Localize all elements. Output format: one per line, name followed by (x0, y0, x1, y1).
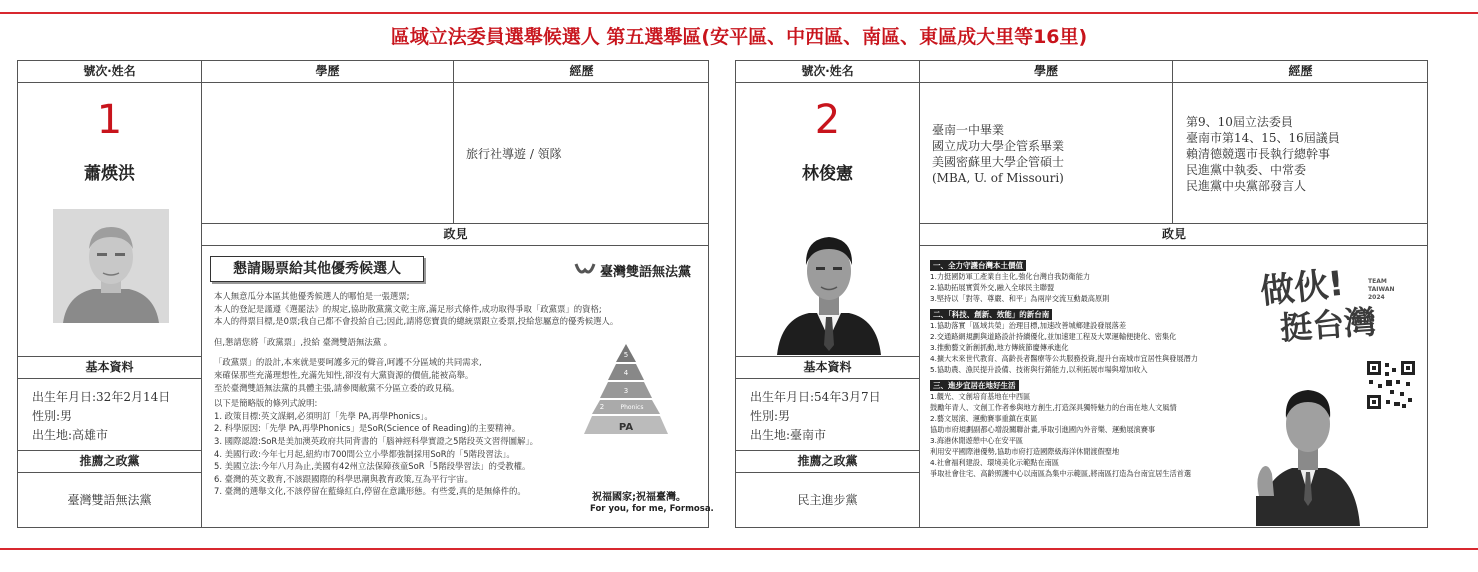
platform-item: 4.社會福利建設、環境美化示範點在南區 (930, 458, 1060, 467)
experience-item: 賴清德競選市長執行總幹事 (1186, 147, 1331, 161)
platform-line: 至於臺灣雙語無法黨的具體主張,請參閱敝黨不分區立委的政見稿。 (214, 382, 460, 393)
pyramid-label: Phonics (620, 404, 644, 411)
platform-line: 4. 美國行政:今年七月起,紐約市700間公立小學都強制採用SoR的「5階段習法」。 (214, 448, 515, 459)
platform-line: 本人的登記是謹遵《選罷法》的規定,協助散黨黨文乾主席,滿足形式條件,成功取得爭取「政黨票」的資格; (214, 303, 602, 314)
party-name: 臺灣雙語無法黨 (18, 473, 202, 527)
header-number-name: 號次‧姓名 (736, 61, 920, 83)
platform-item: 2.交通路網規劃與道路設計持續優化,並加速建工程及大眾運輸便捷化、密集化 (930, 332, 1177, 341)
birthplace: 出生地:臺南市 (750, 428, 827, 442)
experience-item: 臺南市第14、15、16屆議員 (1186, 131, 1340, 145)
basic-info-cell (18, 379, 202, 451)
platform-section-heading: 一、全力守護台灣本土價值 (930, 260, 1026, 271)
platform-item: 2.協助拓展實質外交,融入全球民主聯盟 (930, 283, 1055, 292)
platform-line: 以下是簡略版的條列式說明: (214, 398, 318, 409)
header-platform: 政見 (202, 224, 709, 246)
platform-line: 但,懇請您將「政黨票」,投給 臺灣雙語無法黨 。 (214, 336, 393, 347)
bottom-rule (0, 548, 1478, 550)
candidate-name: 蕭煐洪 (84, 164, 135, 184)
team-taiwan-label: TEAM TAIWAN 2024 (1368, 278, 1395, 301)
experience-item: 旅行社導遊 / 領隊 (466, 147, 562, 161)
platform-item: 5.協助農、漁民提升設備、技術與行銷能力,以利拓展市場與增加收入 (930, 365, 1148, 374)
platform-line: 7. 臺灣的選舉文化,不該停留在藍綠紅白,停留在意識形態。有些愛,真的是無條件的。 (214, 486, 526, 497)
candidate-photo (53, 209, 169, 323)
platform-item: 3.海港休閒遊憩中心在安平區 (930, 436, 1024, 445)
birth-date: 出生年月日:54年3月7日 (750, 390, 881, 404)
party-logo-text: 臺灣雙語無法黨 (600, 265, 692, 280)
slogan-line-2: 挺台灣 (1278, 302, 1378, 348)
party-logo (574, 260, 704, 280)
candidate-name: 林俊憲 (802, 164, 853, 184)
slogan-zh: 祝福國家;祝福臺灣。 (592, 492, 686, 503)
education-cell (202, 83, 454, 224)
platform-item: 協助市府規劃副都心增設關聯計畫,爭取引進國內外音樂、運動展演賽事 (930, 425, 1156, 434)
header-number-name: 號次‧姓名 (18, 61, 202, 83)
candidate-number: 2 (814, 97, 841, 143)
education-cell (920, 83, 1173, 224)
platform-line: 來確保那些充滿理想性,充滿先知性,卻沒有大黨資源的價值,能被高舉。 (214, 369, 474, 380)
learning-pyramid-diagram (582, 342, 670, 438)
pyramid-label: PA (618, 422, 634, 433)
experience-cell (454, 83, 709, 224)
platform-item: 3.推動藝文新創抓動,地方傳統節慶傳承進化 (930, 343, 1069, 352)
experience-item: 民進黨中執委、中常委 (1186, 163, 1307, 177)
platform-body (920, 246, 1428, 527)
header-education: 學歷 (202, 61, 454, 83)
platform-item: 3.堅持以「對等、尊嚴、和平」為兩岸交流互動最高原則 (930, 294, 1110, 303)
platform-item: 利用安平國際港優勢,協助市府打造國際級海洋休閒渡假聖地 (930, 447, 1120, 456)
gender: 性別:男 (750, 409, 791, 423)
qr-code-icon (1366, 360, 1416, 410)
platform-text (930, 260, 1250, 479)
platform-body (202, 246, 714, 527)
party-logo-icon (574, 262, 596, 278)
education-item: 國立成功大學企管系畢業 (932, 139, 1065, 153)
candidate-identity (736, 83, 920, 357)
slogan-en: For you, for me, Formosa. (590, 504, 714, 514)
pyramid-label: 3 (623, 387, 629, 395)
candidate-panel-1 (17, 60, 714, 528)
header-basic-info: 基本資料 (736, 357, 920, 379)
header-party: 推薦之政黨 (18, 451, 202, 473)
platform-line: 5. 美國立法:今年八月為止,美國有42州立法保障孩童SoR「5階段學習法」的受教權。 (214, 461, 531, 472)
platform-item: 1.協助落實「區域共榮」治理目標,加速改善城鄉建設發展落差 (930, 321, 1127, 330)
experience-item: 民進黨中央黨部發言人 (1186, 179, 1307, 193)
platform-line: 3. 國際認證:SoR是美加澳英政府共同背書的「腦神經科學實證之5階段英文習得圖解」。 (214, 435, 538, 446)
experience-cell (1173, 83, 1428, 224)
header-experience: 經歷 (454, 61, 709, 83)
platform-banner: 懇請賜票給其他優秀候選人 (210, 256, 424, 282)
education-item: 美國密蘇里大學企管碩士 (932, 155, 1065, 169)
page-title: 區域立法委員選舉候選人 第五選舉區(安平區、中西區、南區、東區成大里等16里) (390, 26, 1088, 48)
pyramid-label: 4 (623, 369, 629, 377)
slogan-line-1: 做伙! (1258, 263, 1346, 313)
header-platform: 政見 (920, 224, 1428, 246)
birth-date: 出生年月日:32年2月14日 (32, 390, 171, 404)
experience-item: 第9、10屆立法委員 (1186, 115, 1293, 129)
platform-line: 1. 政策目標:英文謀網,必須明訂「先學 PA,再學Phonics」。 (214, 410, 433, 421)
education-item: 臺南一中畢業 (932, 123, 1005, 137)
candidate-poster-photo (1252, 350, 1362, 526)
platform-item: 2.藝文展演、運動賽事重鎮在東區 (930, 414, 1038, 423)
platform-item: 4.擴大未來世代教育、高齡長者醫療等公共服務投資,提升台南城市宜居性與發展潛力 (930, 354, 1198, 363)
candidate-identity (18, 83, 202, 357)
platform-item: 爭取社會住宅、高齡照護中心以南區為集中示範區,將南區打造為台南宜居生活首選 (930, 469, 1192, 478)
pyramid-label: 2 (599, 403, 605, 411)
birthplace: 出生地:高雄市 (32, 428, 109, 442)
platform-line: 本人的得票目標,是0票;我自己都不會投給自己;因此,請將您寶貴的總統票跟立委票,投給您屬意的優秀候選人。 (214, 316, 619, 327)
platform-section-heading: 三、進步宜居在地好生活 (930, 380, 1019, 391)
party-name: 民主進步黨 (736, 473, 920, 527)
platform-line: 6. 臺灣的英文教育,不該跟國際的科學思潮與教育政策,互為平行宇宙。 (214, 473, 473, 484)
platform-line: 2. 科學原因:「先學 PA,再學Phonics」是SoR(Science of Reading)的主要精神。 (214, 423, 521, 434)
platform-line: 本人無意瓜分本區其他優秀候選人的哪怕是一張選票; (214, 291, 410, 301)
pyramid-label: 5 (623, 351, 629, 359)
platform-line: 「政黨票」的設計,本來就是要呵護多元的聲音,呵護不分區域的共同需求, (214, 357, 482, 368)
header-basic-info: 基本資料 (18, 357, 202, 379)
basic-info-cell (736, 379, 920, 451)
gender: 性別:男 (32, 409, 73, 423)
platform-item: 1.觀光、文創培育基地在中西區 (930, 392, 1031, 401)
education-item: (MBA, U. of Missouri) (932, 171, 1064, 185)
candidate-photo (773, 209, 885, 355)
header-education: 學歷 (920, 61, 1173, 83)
platform-item: 1.力挺國防軍工產業自主化,強化台灣自我防衛能力 (930, 272, 1091, 281)
platform-section-heading: 二、「科技、創新、效能」的新台南 (930, 309, 1052, 320)
platform-item: 鼓勵年青人、文創工作者參與地方創生,打造深具獨特魅力的台南在地人文風情 (930, 403, 1177, 412)
header-party: 推薦之政黨 (736, 451, 920, 473)
candidate-panel-2 (735, 60, 1428, 528)
candidate-number: 1 (96, 97, 123, 143)
header-experience: 經歷 (1173, 61, 1428, 83)
top-rule (0, 12, 1478, 14)
